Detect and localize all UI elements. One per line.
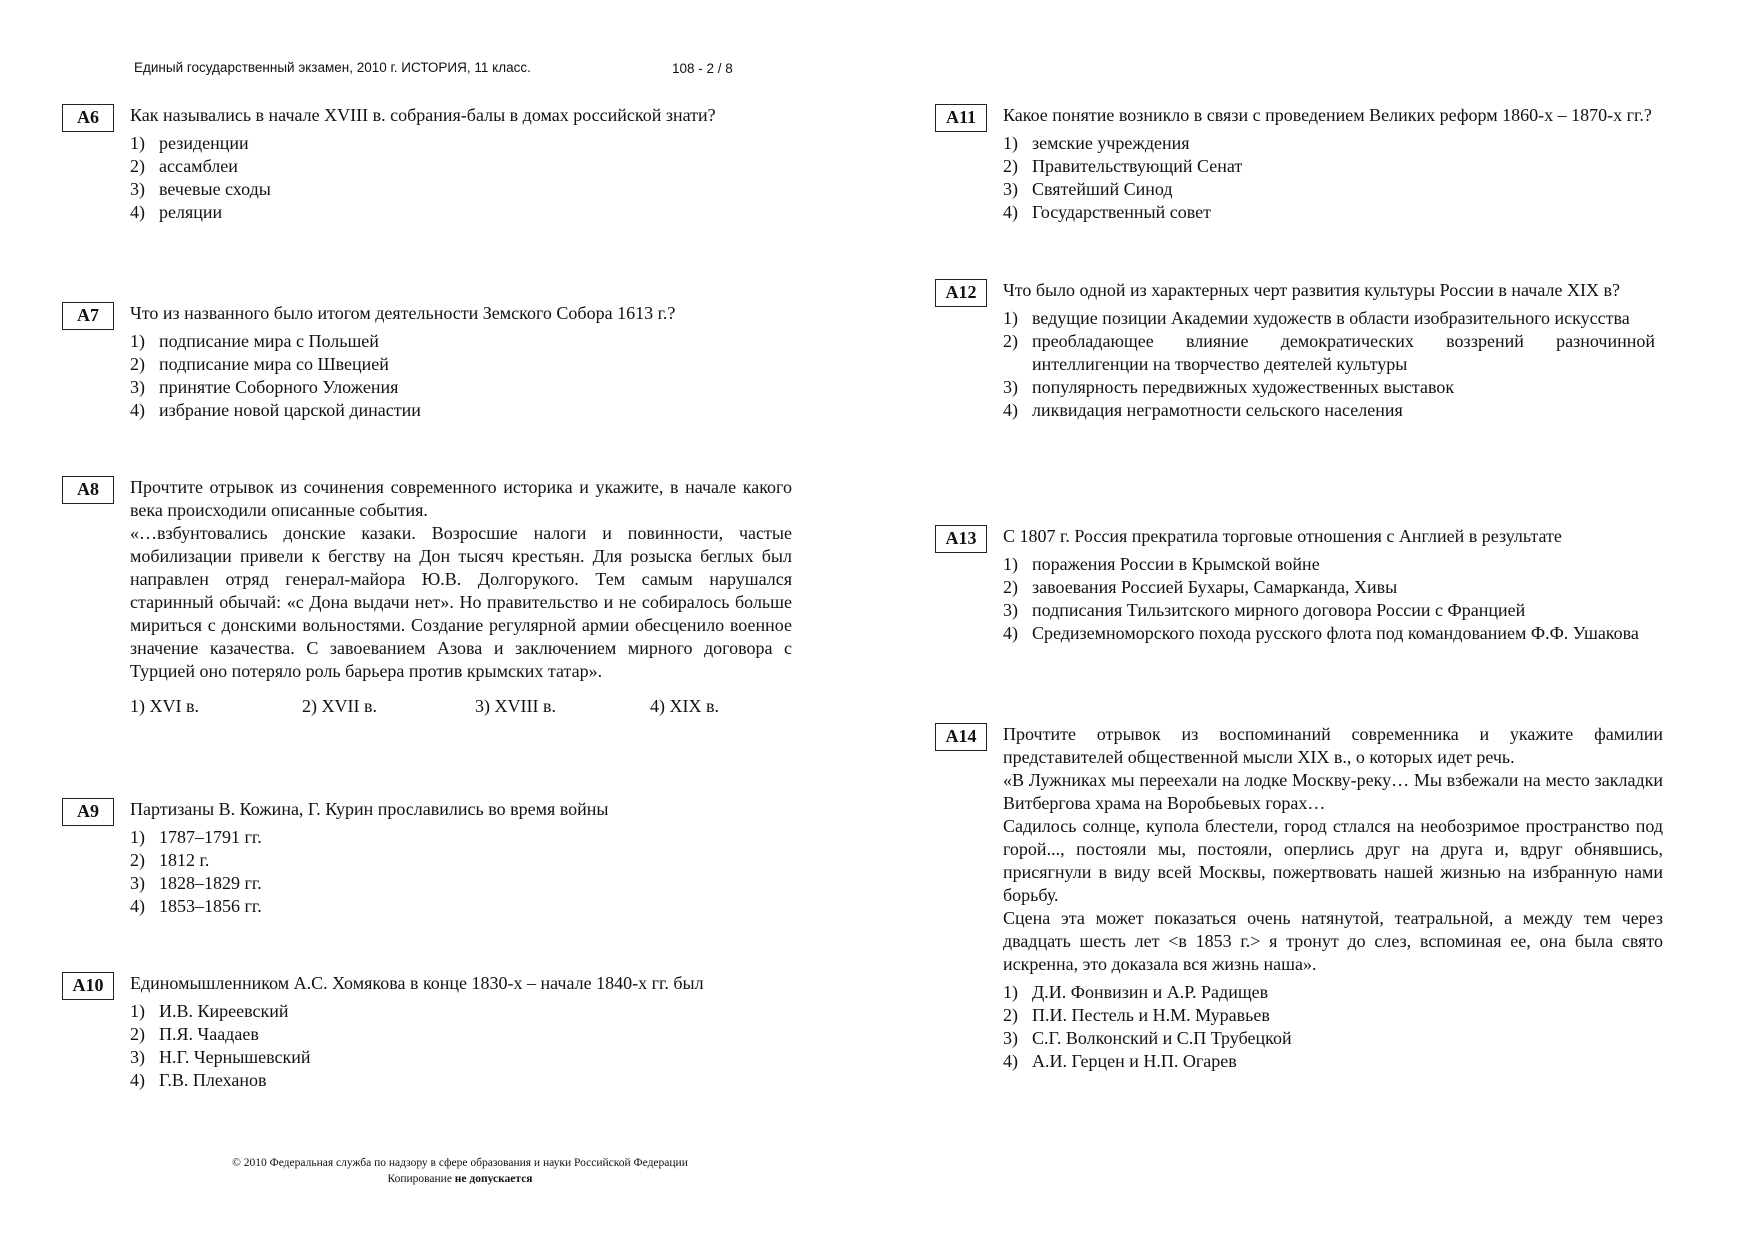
copy-notice: Копирование не допускается	[387, 1173, 533, 1185]
task-label-box: А14	[935, 723, 987, 751]
answer-option: 1) подписание мира с Польшей	[130, 331, 379, 351]
answer-option: 3) принятие Соборного Уложения	[130, 377, 399, 397]
answer-option: 3) подписания Тильзитского мирного договора России с Францией	[1003, 600, 1526, 620]
answer-option: 2) ассамблеи	[130, 156, 238, 176]
answer-options	[130, 330, 792, 422]
answer-option: 4) Г.В. Плеханов	[130, 1070, 267, 1090]
answer-option: 1) И.В. Киреевский	[130, 1001, 289, 1021]
answer-option: 1) земские учреждения	[1003, 133, 1190, 153]
answer-option: 1) XVI в.	[130, 696, 199, 716]
answer-option: 2) преобладающее влияние демократических воззрений разночинной интеллигенции на творчество деятелей культуры	[1003, 331, 1655, 374]
page-footer	[195, 1155, 725, 1187]
task-question: Прочтите отрывок из воспоминаний современника и укажите фамилии представителей общественной мысли XIX в., о которых идет речь.	[1003, 724, 1663, 767]
answer-option: 2) 1812 г.	[130, 850, 210, 870]
answer-option: 3) Н.Г. Чернышевский	[130, 1047, 311, 1067]
answer-option: 3) XVIII в.	[475, 696, 556, 716]
copyright-line: © 2010 Федеральная служба по надзору в сфере образования и науки Российской Федерации	[232, 1157, 688, 1169]
task-a14	[935, 723, 1663, 1073]
answer-option: 2) подписание мира со Швецией	[130, 354, 389, 374]
task-label-box: А13	[935, 525, 987, 553]
answer-option: 4) реляции	[130, 202, 223, 222]
task-label-box: А7	[62, 302, 114, 330]
answer-option: 1) резиденции	[130, 133, 249, 153]
task-question: Единомышленником А.С. Хомякова в конце 1830-х – начале 1840-х гг. был	[130, 973, 704, 993]
task-a12	[935, 279, 1663, 422]
answer-options	[130, 1000, 792, 1092]
task-question: С 1807 г. Россия прекратила торговые отношения с Англией в результате	[1003, 526, 1562, 546]
answer-options	[1003, 981, 1663, 1073]
task-question: Прочтите отрывок из сочинения современного историка и укажите, в начале какого века происходили описанные события.	[130, 477, 792, 520]
page-number: 108 - 2 / 8	[672, 61, 733, 76]
task-a6	[62, 104, 792, 224]
task-a11	[935, 104, 1663, 224]
task-question: Какое понятие возникло в связи с проведением Великих реформ 1860-х – 1870-х гг.?	[1003, 105, 1652, 125]
answer-option: 2) завоевания Россией Бухары, Самарканда, Хивы	[1003, 577, 1398, 597]
task-a13	[935, 525, 1663, 645]
answer-option: 3) популярность передвижных художественных выставок	[1003, 377, 1455, 397]
task-label-box: А12	[935, 279, 987, 307]
task-a8	[62, 476, 792, 718]
answer-options	[1003, 553, 1655, 645]
task-question: Партизаны В. Кожина, Г. Курин прославились во время войны	[130, 799, 609, 819]
source-passage: Сцена эта может показаться очень натянутой, театральной, а между тем через двадцать шесть лет <в 1853 г.> я тронут до слез, вспоминая ее, она была свято искренна, это доказала вся жизнь наша».	[1003, 908, 1663, 974]
task-question: Что было одной из характерных черт развития культуры России в начале XIX в?	[1003, 280, 1620, 300]
answer-option: 2) Правительствующий Сенат	[1003, 156, 1243, 176]
source-passage: Садилось солнце, купола блестели, город стлался на необозримое пространство под горой..., постояли мы, постояли, оперлись друг на друга и, вдруг обнявшись, присягнули в виду всей Москвы, пожертвовать нашей жизнью на избранную нами борьбу.	[1003, 816, 1663, 905]
answer-option: 3) С.Г. Волконский и С.П Трубецкой	[1003, 1028, 1292, 1048]
answer-option: 4) А.И. Герцен и Н.П. Огарев	[1003, 1051, 1237, 1071]
answer-option: 1) ведущие позиции Академии художеств в области изобразительного искусства	[1003, 308, 1630, 328]
task-a9	[62, 798, 792, 918]
answer-option: 4) избрание новой царской династии	[130, 400, 421, 420]
task-a7	[62, 302, 792, 422]
answer-option: 4) ликвидация неграмотности сельского населения	[1003, 400, 1403, 420]
source-passage: «В Лужниках мы переехали на лодке Москву-реку… Мы взбежали на место закладки Витбергова храма на Воробьевых горах…	[1003, 770, 1663, 813]
task-question: Что из названного было итогом деятельности Земского Собора 1613 г.?	[130, 303, 676, 323]
answer-options	[130, 132, 792, 224]
answer-option: 4) Средиземноморского похода русского флота под командованием Ф.Ф. Ушакова	[1003, 623, 1639, 643]
task-a10	[62, 972, 792, 1092]
task-label-box: А6	[62, 104, 114, 132]
header-title: Единый государственный экзамен, 2010 г. ИСТОРИЯ, 11 класс.	[134, 60, 531, 75]
answer-option: 1) поражения России в Крымской войне	[1003, 554, 1320, 574]
answer-option: 2) П.И. Пестель и Н.М. Муравьев	[1003, 1005, 1270, 1025]
task-label-box: А8	[62, 476, 114, 504]
page-header	[134, 60, 733, 76]
task-label-box: А9	[62, 798, 114, 826]
task-question: Как назывались в начале XVIII в. собрания-балы в домах российской знати?	[130, 105, 716, 125]
answer-option: 4) Государственный совет	[1003, 202, 1212, 222]
answer-option: 3) вечевые сходы	[130, 179, 271, 199]
answer-option: 3) Святейший Синод	[1003, 179, 1173, 199]
answer-option: 3) 1828–1829 гг.	[130, 873, 262, 893]
answer-option: 1) Д.И. Фонвизин и А.Р. Радищев	[1003, 982, 1269, 1002]
answer-option: 1) 1787–1791 гг.	[130, 827, 262, 847]
answer-options	[130, 826, 792, 918]
answer-option: 2) XVII в.	[302, 696, 377, 716]
answer-option: 4) XIX в.	[650, 696, 719, 716]
answer-option: 4) 1853–1856 гг.	[130, 896, 262, 916]
answer-options	[130, 695, 792, 718]
source-passage: «…взбунтовались донские казаки. Возросшие налоги и повинности, частые мобилизации привели к бегству на Дон тысяч крестьян. Для розыска беглых был направлен отряд генерал-майора Ю.В. Долгорукого. Тем самым нарушался старинный обычай: «с Дона выдачи нет». Но правительство и не собиралось больше мириться с донскими вольностями. Создание регулярной армии обесценило военное значение казачества. С завоеванием Азова и заключением мирного договора с Турцией оно потеряло роль барьера против крымских татар».	[130, 523, 792, 681]
answer-options	[1003, 307, 1655, 422]
answer-option: 2) П.Я. Чаадаев	[130, 1024, 259, 1044]
task-label-box: А10	[62, 972, 114, 1000]
task-label-box: А11	[935, 104, 987, 132]
answer-options	[1003, 132, 1663, 224]
